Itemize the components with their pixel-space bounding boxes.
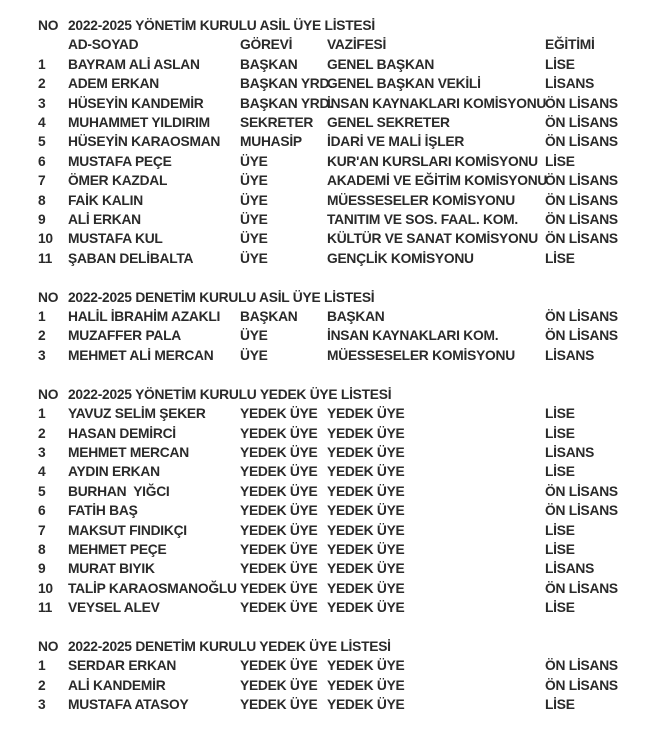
member-education: ÖN LİSANS bbox=[545, 95, 618, 111]
member-duty: YEDEK ÜYE bbox=[327, 522, 405, 538]
member-name: ÖMER KAZDAL bbox=[68, 173, 168, 189]
row-number: 2 bbox=[38, 328, 46, 344]
member-duty: BAŞKAN bbox=[327, 309, 385, 325]
member-education: LİSE bbox=[545, 406, 575, 422]
table-row bbox=[38, 74, 660, 93]
member-role: YEDEK ÜYE bbox=[240, 406, 318, 422]
section-title-row bbox=[38, 385, 660, 404]
member-education: ÖN LİSANS bbox=[545, 173, 618, 189]
member-role: ÜYE bbox=[240, 173, 268, 189]
member-duty: İNSAN KAYNAKLARI KOMİSYONU bbox=[327, 95, 547, 111]
member-name: HALİL İBRAHİM AZAKLI bbox=[68, 309, 221, 325]
member-list-section bbox=[38, 288, 660, 366]
member-role: YEDEK ÜYE bbox=[240, 561, 318, 577]
row-number: 5 bbox=[38, 483, 46, 499]
member-role: MUHASİP bbox=[240, 134, 302, 150]
member-name: HÜSEYİN KARAOSMAN bbox=[68, 134, 221, 150]
row-number: 6 bbox=[38, 153, 46, 169]
member-education: LİSE bbox=[545, 425, 575, 441]
table-row bbox=[38, 656, 660, 675]
member-role: ÜYE bbox=[240, 212, 268, 228]
row-number: 6 bbox=[38, 503, 46, 519]
no-column-label: NO bbox=[38, 18, 59, 33]
member-name: MUHAMMET YILDIRIM bbox=[68, 115, 210, 131]
member-role: YEDEK ÜYE bbox=[240, 522, 318, 538]
member-education: ÖN LİSANS bbox=[545, 658, 618, 674]
section-title: 2022-2025 YÖNETİM KURULU ASİL ÜYE LİSTESİ bbox=[68, 18, 375, 33]
table-row bbox=[38, 424, 660, 443]
member-duty: GENEL BAŞKAN VEKİLİ bbox=[327, 76, 481, 92]
member-role: YEDEK ÜYE bbox=[240, 483, 318, 499]
row-number: 1 bbox=[38, 56, 46, 72]
member-name: MUZAFFER PALA bbox=[68, 328, 181, 344]
member-duty: TANITIM VE SOS. FAAL. KOM. bbox=[327, 212, 519, 228]
member-name: SERDAR ERKAN bbox=[68, 658, 177, 674]
table-row bbox=[38, 113, 660, 132]
table-row bbox=[38, 346, 660, 365]
member-duty: YEDEK ÜYE bbox=[327, 541, 405, 557]
column-header-row bbox=[38, 35, 660, 54]
member-education: LİSE bbox=[545, 541, 575, 557]
member-education: ÖN LİSANS bbox=[545, 503, 618, 519]
row-number: 10 bbox=[38, 231, 53, 247]
member-duty: YEDEK ÜYE bbox=[327, 697, 405, 713]
member-duty: YEDEK ÜYE bbox=[327, 677, 405, 693]
member-duty: MÜESSESELER KOMİSYONU bbox=[327, 347, 515, 363]
member-name: BURHAN YIĞCI bbox=[68, 483, 170, 499]
member-name: HÜSEYİN KANDEMİR bbox=[68, 95, 204, 111]
row-number: 4 bbox=[38, 115, 46, 131]
member-name: MUSTAFA PEÇE bbox=[68, 153, 172, 169]
table-row bbox=[38, 191, 660, 210]
row-number: 1 bbox=[38, 406, 46, 422]
member-role: ÜYE bbox=[240, 347, 268, 363]
member-duty: YEDEK ÜYE bbox=[327, 464, 405, 480]
table-row bbox=[38, 598, 660, 617]
member-role: ÜYE bbox=[240, 231, 268, 247]
member-education: ÖN LİSANS bbox=[545, 231, 618, 247]
row-number: 1 bbox=[38, 658, 46, 674]
member-name: VEYSEL ALEV bbox=[68, 600, 160, 616]
row-number: 7 bbox=[38, 173, 46, 189]
header-role: GÖREVİ bbox=[240, 37, 293, 53]
table-row bbox=[38, 443, 660, 462]
row-number: 11 bbox=[38, 250, 53, 266]
row-number: 2 bbox=[38, 677, 46, 693]
member-role: YEDEK ÜYE bbox=[240, 658, 318, 674]
table-row bbox=[38, 695, 660, 714]
row-number: 9 bbox=[38, 212, 46, 228]
table-row bbox=[38, 326, 660, 345]
row-number: 4 bbox=[38, 464, 46, 480]
member-education: LİSE bbox=[545, 250, 575, 266]
row-number: 11 bbox=[38, 600, 53, 616]
row-number: 10 bbox=[38, 580, 53, 596]
member-name: MEHMET ALİ MERCAN bbox=[68, 347, 214, 363]
table-row bbox=[38, 55, 660, 74]
member-name: MUSTAFA KUL bbox=[68, 231, 163, 247]
row-number: 3 bbox=[38, 697, 46, 713]
member-education: LİSE bbox=[545, 153, 575, 169]
member-duty: YEDEK ÜYE bbox=[327, 561, 405, 577]
member-duty: YEDEK ÜYE bbox=[327, 444, 405, 460]
member-duty: YEDEK ÜYE bbox=[327, 503, 405, 519]
no-column-label: NO bbox=[38, 289, 59, 305]
member-list-section bbox=[38, 16, 660, 268]
member-duty: MÜESSESELER KOMİSYONU bbox=[327, 192, 515, 208]
row-number: 8 bbox=[38, 541, 46, 557]
member-duty: GENEL BAŞKAN bbox=[327, 56, 435, 72]
member-role: YEDEK ÜYE bbox=[240, 541, 318, 557]
table-row bbox=[38, 676, 660, 695]
table-row bbox=[38, 559, 660, 578]
row-number: 1 bbox=[38, 309, 46, 325]
table-row bbox=[38, 152, 660, 171]
row-number: 9 bbox=[38, 561, 46, 577]
row-number: 3 bbox=[38, 347, 46, 363]
member-duty: AKADEMİ VE EĞİTİM KOMİSYONU bbox=[327, 173, 548, 189]
member-name: TALİP KARAOSMANOĞLU bbox=[68, 580, 237, 596]
member-duty: GENÇLİK KOMİSYONU bbox=[327, 250, 474, 266]
section-title: 2022-2025 DENETİM KURULU YEDEK ÜYE LİSTESİ bbox=[68, 638, 391, 654]
member-role: BAŞKAN bbox=[240, 309, 298, 325]
member-duty: KÜLTÜR VE SANAT KOMİSYONU bbox=[327, 231, 538, 247]
member-duty: YEDEK ÜYE bbox=[327, 600, 405, 616]
member-role: YEDEK ÜYE bbox=[240, 425, 318, 441]
member-name: FATİH BAŞ bbox=[68, 503, 138, 519]
member-role: ÜYE bbox=[240, 328, 268, 344]
row-number: 3 bbox=[38, 95, 46, 111]
table-row bbox=[38, 249, 660, 268]
table-row bbox=[38, 540, 660, 559]
section-title-row bbox=[38, 288, 660, 307]
table-row bbox=[38, 579, 660, 598]
table-row bbox=[38, 404, 660, 423]
member-role: YEDEK ÜYE bbox=[240, 697, 318, 713]
table-row bbox=[38, 171, 660, 190]
header-education: EĞİTİMİ bbox=[545, 37, 595, 53]
member-education: ÖN LİSANS bbox=[545, 677, 618, 693]
member-name: MUSTAFA ATASOY bbox=[68, 697, 189, 713]
member-name: MEHMET PEÇE bbox=[68, 541, 167, 557]
member-education: LİSANS bbox=[545, 76, 595, 92]
member-role: ÜYE bbox=[240, 153, 268, 169]
section-title-row bbox=[38, 16, 660, 35]
member-education: ÖN LİSANS bbox=[545, 134, 618, 150]
member-education: ÖN LİSANS bbox=[545, 580, 618, 596]
member-name: ALİ ERKAN bbox=[68, 212, 141, 228]
member-name: BAYRAM ALİ ASLAN bbox=[68, 56, 200, 72]
section-title: 2022-2025 DENETİM KURULU ASİL ÜYE LİSTESİ bbox=[68, 289, 375, 305]
section-title: 2022-2025 YÖNETİM KURULU YEDEK ÜYE LİSTESİ bbox=[68, 386, 392, 402]
member-duty: YEDEK ÜYE bbox=[327, 406, 405, 422]
member-name: ALİ KANDEMİR bbox=[68, 677, 166, 693]
table-row bbox=[38, 501, 660, 520]
member-role: ÜYE bbox=[240, 250, 268, 266]
member-role: YEDEK ÜYE bbox=[240, 677, 318, 693]
table-row bbox=[38, 132, 660, 151]
member-role: BAŞKAN bbox=[240, 56, 298, 72]
member-name: ADEM ERKAN bbox=[68, 76, 160, 92]
member-role: BAŞKAN YRD. bbox=[240, 76, 333, 92]
member-role: SEKRETER bbox=[240, 115, 314, 131]
member-education: LİSE bbox=[545, 697, 575, 713]
table-row bbox=[38, 482, 660, 501]
row-number: 3 bbox=[38, 444, 46, 460]
member-name: FAİK KALIN bbox=[68, 192, 143, 208]
table-row bbox=[38, 462, 660, 481]
member-name: HASAN DEMİRCİ bbox=[68, 425, 176, 441]
row-number: 2 bbox=[38, 76, 46, 92]
member-education: ÖN LİSANS bbox=[545, 309, 618, 325]
header-duty: VAZİFESİ bbox=[327, 37, 387, 53]
member-name: MAKSUT FINDIKÇI bbox=[68, 522, 187, 538]
table-row bbox=[38, 210, 660, 229]
member-role: BAŞKAN YRD. bbox=[240, 95, 333, 111]
member-role: YEDEK ÜYE bbox=[240, 464, 318, 480]
member-education: LİSANS bbox=[545, 561, 595, 577]
member-duty: YEDEK ÜYE bbox=[327, 483, 405, 499]
member-education: LİSE bbox=[545, 56, 575, 72]
member-education: ÖN LİSANS bbox=[545, 328, 618, 344]
member-education: LİSE bbox=[545, 600, 575, 616]
member-education: ÖN LİSANS bbox=[545, 212, 618, 228]
no-column-label: NO bbox=[38, 638, 59, 654]
member-education: LİSANS bbox=[545, 444, 595, 460]
member-education: ÖN LİSANS bbox=[545, 115, 618, 131]
member-role: ÜYE bbox=[240, 192, 268, 208]
member-education: ÖN LİSANS bbox=[545, 483, 618, 499]
member-role: YEDEK ÜYE bbox=[240, 503, 318, 519]
member-role: YEDEK ÜYE bbox=[240, 600, 318, 616]
member-education: LİSANS bbox=[545, 347, 595, 363]
member-duty: YEDEK ÜYE bbox=[327, 580, 405, 596]
table-row bbox=[38, 307, 660, 326]
row-number: 5 bbox=[38, 134, 46, 150]
member-list-section bbox=[38, 637, 660, 715]
member-education: ÖN LİSANS bbox=[545, 192, 618, 208]
table-row bbox=[38, 229, 660, 248]
member-list-section bbox=[38, 385, 660, 618]
section-title-row bbox=[38, 637, 660, 656]
member-name: YAVUZ SELİM ŞEKER bbox=[68, 406, 206, 422]
table-row bbox=[38, 521, 660, 540]
member-duty: İDARİ VE MALİ İŞLER bbox=[327, 134, 465, 150]
member-education: LİSE bbox=[545, 522, 575, 538]
member-duty: İNSAN KAYNAKLARI KOM. bbox=[327, 328, 499, 344]
no-column-label: NO bbox=[38, 386, 59, 402]
member-name: MEHMET MERCAN bbox=[68, 444, 189, 460]
member-duty: GENEL SEKRETER bbox=[327, 115, 450, 131]
member-duty: YEDEK ÜYE bbox=[327, 425, 405, 441]
table-row bbox=[38, 94, 660, 113]
member-role: YEDEK ÜYE bbox=[240, 444, 318, 460]
member-name: MURAT BIYIK bbox=[68, 561, 155, 577]
member-name: AYDIN ERKAN bbox=[68, 464, 160, 480]
member-role: YEDEK ÜYE bbox=[240, 580, 318, 596]
row-number: 2 bbox=[38, 425, 46, 441]
header-name: AD-SOYAD bbox=[68, 37, 139, 53]
member-education: LİSE bbox=[545, 464, 575, 480]
member-duty: KUR'AN KURSLARI KOMİSYONU bbox=[327, 153, 538, 169]
row-number: 8 bbox=[38, 192, 46, 208]
member-duty: YEDEK ÜYE bbox=[327, 658, 405, 674]
member-name: ŞABAN DELİBALTA bbox=[68, 250, 194, 266]
row-number: 7 bbox=[38, 522, 46, 538]
